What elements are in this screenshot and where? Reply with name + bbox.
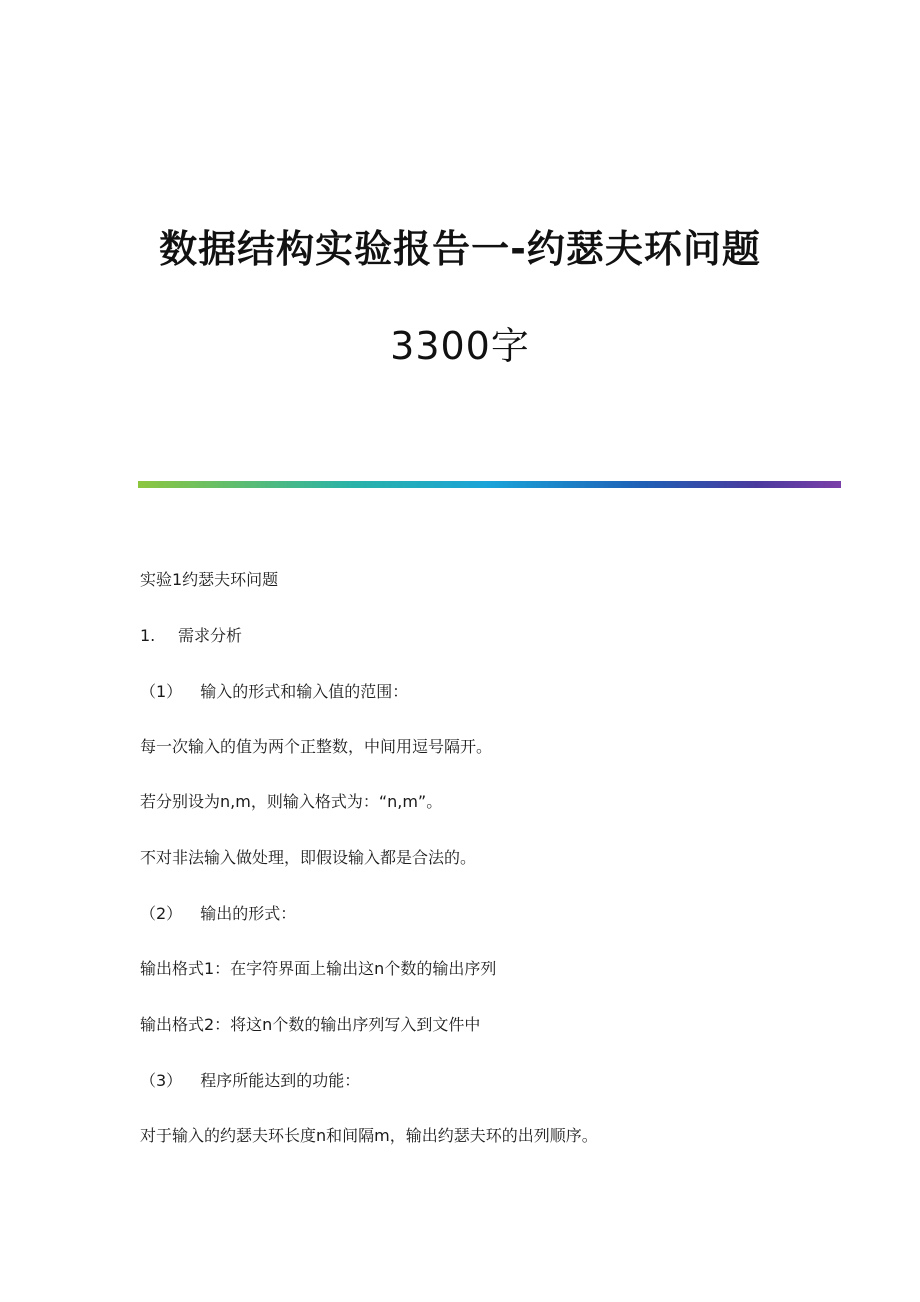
paragraph-text: 对于输入的约瑟夫环长度n和间隔m，输出约瑟夫环的出列顺序。 — [140, 1126, 598, 1145]
subsection-number: （2） — [140, 904, 183, 923]
document-title: 数据结构实验报告一-约瑟夫环问题 — [159, 227, 761, 271]
paragraph-experiment-heading — [140, 570, 278, 590]
paragraph-text: 输出格式1：在字符界面上输出这n个数的输出序列 — [140, 959, 497, 978]
paragraph-text: 每一次输入的值为两个正整数，中间用逗号隔开。 — [140, 737, 493, 756]
paragraph — [140, 959, 496, 979]
document-title-word-count: 3300字 — [390, 324, 530, 368]
paragraph-subsection-heading — [140, 682, 408, 702]
paragraph-text: 输入的形式和输入值的范围： — [200, 682, 409, 701]
paragraph-text: 输出格式2：将这n个数的输出序列写入到文件中 — [140, 1015, 481, 1034]
paragraph-text: 输出的形式： — [200, 904, 297, 923]
gradient-divider — [138, 481, 841, 488]
paragraph — [140, 848, 476, 868]
paragraph-subsection-heading — [140, 1071, 360, 1091]
paragraph-subsection-heading — [140, 904, 296, 924]
paragraph-text: 若分别设为n,m，则输入格式为：“n,m”。 — [140, 792, 443, 811]
paragraph-text: 不对非法输入做处理，即假设输入都是合法的。 — [140, 848, 477, 867]
paragraph — [140, 1015, 480, 1035]
paragraph — [140, 737, 492, 757]
paragraph — [140, 1126, 598, 1146]
paragraph-text: 需求分析 — [178, 626, 243, 645]
paragraph — [140, 792, 442, 812]
paragraph-text: 实验1约瑟夫环问题 — [140, 570, 279, 589]
section-number: 1. — [140, 626, 156, 645]
paragraph-section-heading — [140, 626, 242, 646]
paragraph-text: 程序所能达到的功能： — [200, 1071, 361, 1090]
subsection-number: （3） — [140, 1071, 183, 1090]
subsection-number: （1） — [140, 682, 183, 701]
